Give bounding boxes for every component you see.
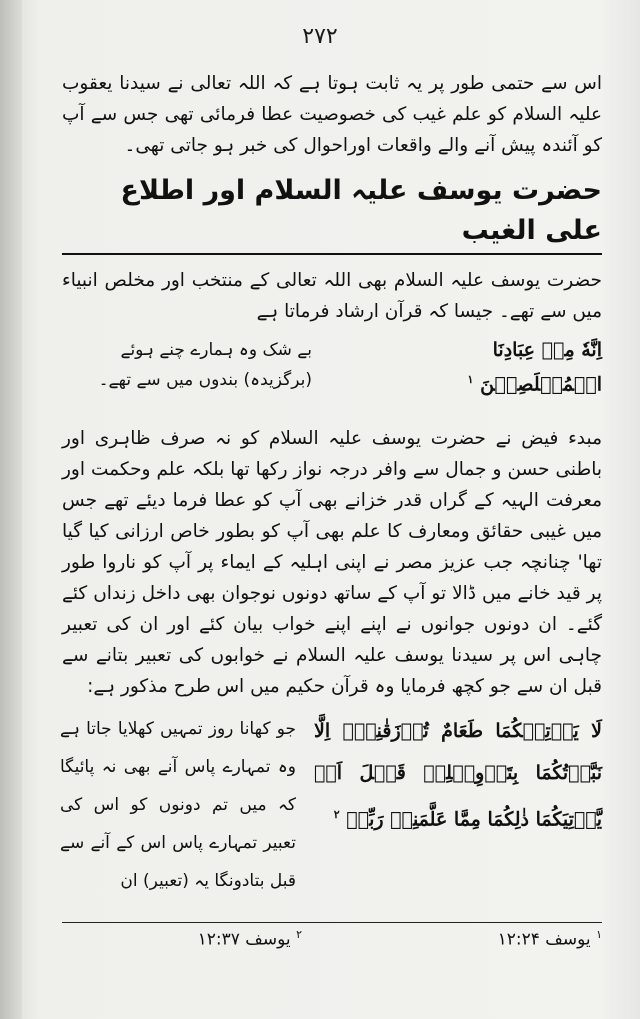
verse-arabic-2-text: لَا يَاۡتِيۡكُمَا طَعَامٌ تُرۡزَقٰنِهٖۤ اِلَّا نَبَّاۡتُكُمَا بِتَاۡوِيۡلِهٖ قَبۡلَ اَنۡ يَّاۡتِيَكُمَا ذٰلِكُمَا مِمَّا عَلَّمَنِىۡ رَبِّىۡ	[314, 720, 602, 831]
footnotes	[62, 928, 602, 958]
page-binding-shadow	[0, 0, 22, 1019]
verse-block-2	[60, 710, 602, 891]
verse-arabic-1	[372, 335, 602, 399]
footnote-1-text: یوسف ۱۲:۲۴	[497, 929, 591, 950]
footnote-1	[498, 928, 602, 950]
verse-translation-1: بے شک وہ ہمارے چنے ہوئے (برگزیدہ) بندوں میں سے تھے۔	[98, 340, 312, 390]
verse-translation-2: جو کھانا روز تمہیں کھلایا جاتا ہے وہ تمہارے پاس آنے بھی نہ پائیگا کہ میں تم دونوں کو اس کی تعبیر تمہارے پاس اس کے آنے سے قبل بتادونگا یہ (تعبیر) ان	[60, 719, 296, 891]
section-heading-wrap	[62, 171, 602, 255]
verse-arabic-2	[314, 710, 602, 840]
page-number: ۲۷۲	[302, 24, 338, 49]
verse-block-1	[62, 329, 602, 423]
paragraph-main: مبدء فیض نے حضرت یوسف علیہ السلام کو نہ صرف ظاہری اور باطنی حسن و جمال سے وافر درجہ نواز رکھا تھا بلکہ علم وحکمت اور معرفت الہیہ کے گراں قدر خزانے بھی آپ کو عطا فرما دیئے تھے جس میں غیبی حقائق ومعارف کا علم بھی آپ کو بطور خاص ارزانی کیا گیا تھا' چنانچہ جب عزیز مصر نے اپنی اہلیہ کے ایماء پر آپ کو ناروا طور پر قید خانے میں ڈالا تو آپ کے ساتھ دونوں نوجوان بھی داخل زنداں کئے گئے۔ ان دونوں جوانوں نے اپنے اپنے خواب بیان کئے اور ان کی تعبیر چاہی اس پر سیدنا یوسف علیہ السلام نے خوابوں کی تعبیر بتانے سے قبل ان سے جو کچھ فرمایا وہ قرآن حکیم میں اس طرح مذکور ہے:	[62, 428, 602, 697]
section-heading: حضرت یوسف علیہ السلام اور اطلاع علی الغیب	[62, 171, 602, 255]
verse-1-footnote-marker: ۱	[467, 373, 474, 386]
footnote-2	[198, 928, 302, 950]
footnote-2-marker: ۲	[296, 928, 302, 941]
footnote-1-marker: ۱	[596, 928, 602, 941]
paragraph-intro: اس سے حتمی طور پر یہ ثابت ہوتا ہے کہ اللہ تعالی نے سیدنا یعقوب علیہ السلام کو علم غیب کی خصوصیت عطا فرمائی تھی جس سے آپ کو آئندہ پیش آنے والے واقعات اوراحوال کی خبر ہو جاتی تھی۔	[62, 73, 602, 156]
footnote-divider	[62, 922, 602, 923]
paragraph-yusuf-intro: حضرت یوسف علیہ السلام بھی اللہ تعالی کے منتخب اور مخلص انبیاء میں سے تھے۔ جیسا کہ قرآن ارشاد فرماتا ہے	[62, 270, 602, 322]
verse-arabic-1-text: اِنَّهٗ مِنۡ عِبَادِنَا الۡمُخۡلَصِيۡنَ	[480, 339, 602, 396]
page-content	[60, 68, 602, 891]
verse-2-footnote-marker: ۲	[333, 808, 340, 821]
footnote-2-text: یوسف ۱۲:۳۷	[197, 929, 291, 950]
